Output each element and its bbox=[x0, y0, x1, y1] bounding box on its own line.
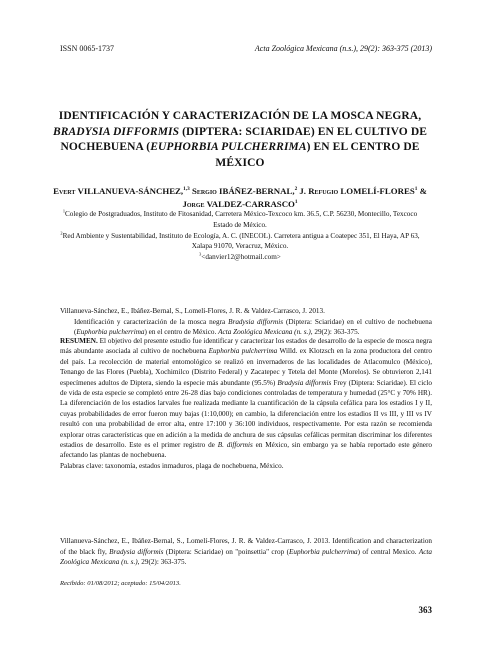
keywords-label: Palabras clave: bbox=[60, 461, 104, 470]
journal-reference: Acta Zoológica Mexicana (n.s.), 29(2): 363-375 (2013) bbox=[254, 44, 432, 53]
affiliation-2-marker: 2 bbox=[60, 230, 63, 236]
author-2-affil: 2 bbox=[294, 186, 298, 193]
author-1: Evert VILLANUEVA-SÁNCHEZ, bbox=[53, 186, 184, 196]
article-title bbox=[48, 109, 432, 171]
abstract-text-1: El objetivo del presente estudio fue identificar y caracterizar los estados de desarrollo de la especie de mosca negra más abundante asociada al cultivo de nochebuena bbox=[60, 337, 432, 356]
author-4-affil: 1 bbox=[294, 199, 298, 206]
abstract-text-4: en México, sin embargo ya se había reportado este género afectando las plantas de nochebuena. bbox=[60, 441, 432, 460]
citation-english bbox=[60, 536, 432, 568]
keywords: taxonomía, estados inmaduros, plaga de nochebuena, México. bbox=[103, 461, 284, 470]
affiliations bbox=[60, 209, 420, 263]
abstract-text-2: Willd. ex Klotzsch en la zona productora del centro del país. La recolección de material entomológico se realizó en invernaderos de las localidades de Atlacomulco (México), Tenango de las Flores (Puebla), Xochimilco (Distrito Federal) y Zacatepec y Tetela del Monte (Morelos). Se obtuvieron 2,141 especímenes adultos de Diptera, siendo la especie más abundante (95.5%) bbox=[60, 347, 432, 387]
author-3-affil: 1 bbox=[414, 186, 418, 193]
citation-es-body bbox=[60, 317, 432, 338]
citation-en-journal: Acta Zoológica Mexicana (n. s.) bbox=[60, 547, 433, 567]
citation-en-title-b: (Diptera: Sciaridae) on "poinsettia" crop ( bbox=[163, 547, 289, 556]
title-species: BRADYSIA DIFFORMIS bbox=[52, 125, 180, 138]
abstract-host: Euphorbia pulcherrima bbox=[208, 347, 278, 356]
author-3: J. Refugio LOMELÍ-FLORES bbox=[299, 186, 415, 196]
abstract-text-3: Frey (Diptera: Sciaridae). El ciclo de vida de esta especie se completó entre 26-28 días bajo condiciones controladas de temperatura y humedad (25°C y 70% HR). La diferenciación de los estadios larvales fue realizada mediante la cuantificación de la cápsula cefálica para los estadios I y II, cuyas probabilidades de error fueron muy bajas (1:10,000); en cambio, la diferenciación entre los estadios II vs III, y III vs IV resultó con una probabilidad de error alta, entre 17:100 y 36:100 individuos, respectivamente. Por esta razón se recomienda explorar otras características que en adición a la medida de anchura de sus cápsulas cefálicas permitan discriminar los diferentes estadios de desarrollo. Este es el primer registro de bbox=[60, 378, 432, 450]
affiliation-1 bbox=[60, 209, 420, 231]
affiliation-2-text: Red Ambiente y Sustentabilidad, Instituto de Ecología, A. C. (INECOL). Carretera antigua a Coatepec 351, El Haya, AP 63, Xalapa 91070, Veracruz, México. bbox=[62, 231, 420, 251]
citation-es-authors: Villanueva-Sánchez, E., Ibáñez-Bernal, S., Lomelí-Flores, J. R. & Valdez-Carrasco, J. 2013. bbox=[60, 307, 325, 315]
author-list bbox=[48, 185, 432, 211]
citation-en-host: Euphorbia pulcherrima bbox=[288, 547, 358, 556]
affiliation-3-marker: 3 bbox=[199, 251, 202, 257]
title-host: EUPHORBIA PULCHERRIMA bbox=[150, 141, 307, 153]
citation-es-journal: Acta Zoológica Mexicana (n. s.) bbox=[218, 328, 311, 337]
affiliation-1-marker: 1 bbox=[62, 208, 65, 214]
citation-es-title-b: (Diptera: Sciaridae) en el cultivo de nochebuena ( bbox=[74, 317, 432, 337]
citation-es-title-c: ) en el centro de México. bbox=[144, 328, 219, 337]
abstract-label: RESUMEN. bbox=[60, 337, 98, 345]
citation-en-title-c: ) of central Mexico. bbox=[357, 547, 419, 556]
title-part-3: ) EN EL CENTRO DE MÉXICO bbox=[215, 141, 420, 169]
citation-en-species: Bradysia difformis bbox=[109, 547, 164, 556]
author-4: Jorge VALDEZ-CARRASCO bbox=[182, 199, 295, 209]
title-part-2: (DIPTERA: SCIARIDAE) EN EL CULTIVO DE NOCHEBUENA ( bbox=[60, 125, 427, 153]
author-1-affil: 1,3 bbox=[183, 186, 190, 193]
citation-en-volume: , 29(2): 363-375. bbox=[137, 558, 187, 567]
affiliation-3 bbox=[60, 252, 420, 263]
affiliation-2 bbox=[60, 231, 420, 253]
citation-es-host: Euphorbia pulcherrima bbox=[76, 328, 145, 337]
citation-en-title-a: Identification and characterization of the black fly, bbox=[60, 537, 433, 556]
issn: ISSN 0065-1737 bbox=[60, 44, 115, 53]
affiliation-1-text: Colegio de Postgraduados, Instituto de Fitosanidad, Carretera México-Texcoco km. 36.5, C.P. 56230, Montecillo, Texcoco Estado de México. bbox=[64, 210, 418, 229]
affiliation-3-email: <danvier12@hotmail.com> bbox=[201, 253, 281, 262]
abstract-species: Bradysia difformis bbox=[277, 378, 332, 387]
citation-spanish bbox=[60, 306, 432, 338]
citation-es-volume: , 29(2): 363-375. bbox=[310, 328, 360, 337]
received-dates: Recibido: 01/08/2012; aceptado: 15/04/2013. bbox=[60, 580, 181, 587]
citation-es-species: Bradysia difformis bbox=[228, 317, 284, 326]
abstract-resumen bbox=[60, 336, 432, 471]
author-2: Sergio IBÁÑEZ-BERNAL, bbox=[191, 186, 295, 196]
title-part-1: IDENTIFICACIÓN Y CARACTERIZACIÓN DE LA MOSCA NEGRA, bbox=[58, 110, 422, 122]
citation-es-title-a: Identificación y caracterización de la mosca negra bbox=[74, 317, 229, 326]
citation-en-authors: Villanueva-Sánchez, E., Ibáñez-Bernal, S., Lomelí-Flores, J. R. & Valdez-Carrasco, J. 2013. bbox=[60, 537, 331, 545]
author-and: & bbox=[419, 186, 427, 196]
abstract-species-abbr: B. difformis bbox=[217, 441, 253, 450]
page-number: 363 bbox=[418, 605, 432, 615]
